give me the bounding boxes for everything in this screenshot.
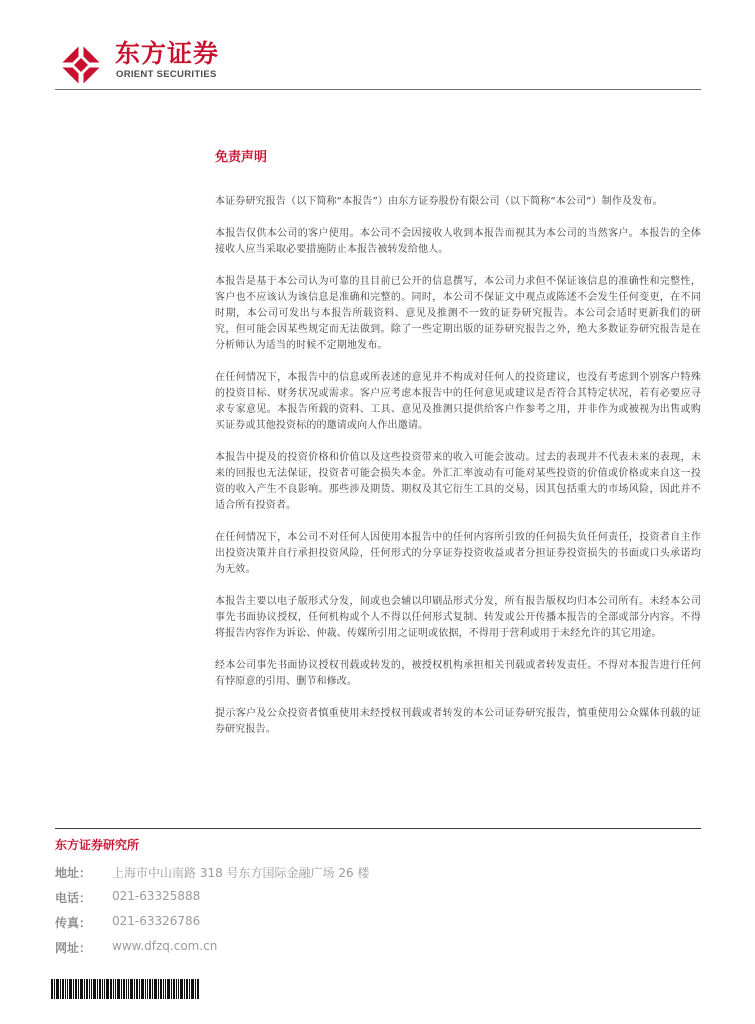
- contact-phone-row: [55, 889, 675, 914]
- disclaimer-paragraph: 在任何情况下，本报告中的信息或所表述的意见并不构成对任何人的投资建议，也没有考虑到个别客户特殊的投资目标、财务状况或需求。客户应考虑本报告中的任何意见或建议是否符合其特定状况，若有必要应寻求专家意见。本报告所载的资料、工具、意见及推测只提供给客户作参考之用，并非作为或被视为出售或购买证券或其他投资标的的邀请或向人作出邀请。: [215, 372, 701, 431]
- phone-value: 021-63325888: [112, 889, 201, 903]
- institute-name: 东方证券研究所: [55, 838, 140, 852]
- disclaimer-paragraph: 经本公司事先书面协议授权刊载或转发的，被授权机构承担相关刊载或者转发责任。不得对本报告进行任何有悖原意的引用、删节和修改。: [215, 660, 701, 687]
- contact-info: [55, 864, 675, 964]
- fax-value: 021-63326786: [112, 914, 201, 928]
- contact-fax-row: [55, 914, 675, 939]
- disclaimer-paragraph: 本报告中提及的投资价格和价值以及这些投资带来的收入可能会波动。过去的表现并不代表未来的表现，未来的回报也无法保证，投资者可能会损失本金。外汇汇率波动有可能对某些投资的价值或价格或来自这一投资的收入产生不良影响。那些涉及期货、期权及其它衍生工具的交易，因其包括重大的市场风险，因此并不适合所有投资者。: [215, 452, 701, 511]
- contact-address-row: [55, 864, 675, 889]
- disclaimer-paragraph: 在任何情况下，本公司不对任何人因使用本报告中的任何内容所引致的任何损失负任何责任，投资者自主作出投资决策并自行承担投资风险，任何形式的分享证券投资收益或者分担证券投资损失的书面或口头承诺均为无效。: [215, 532, 701, 575]
- address-value: 上海市中山南路 318 号东方国际金融广场 26 楼: [112, 866, 370, 880]
- page-header: [58, 36, 700, 86]
- header-divider: [55, 89, 701, 90]
- disclaimer-paragraph: 本证券研究报告（以下简称“本报告”）由东方证券股份有限公司（以下简称“本公司”）制作及发布。: [215, 196, 663, 207]
- contact-label: 网址：: [55, 941, 92, 955]
- contact-label: 传真：: [55, 916, 92, 930]
- contact-label: 电话：: [55, 891, 92, 905]
- brand-name-cn: 东方证券: [115, 39, 220, 68]
- disclaimer-paragraph: 本报告仅供本公司的客户使用。本公司不会因接收人收到本报告而视其为本公司的当然客户。本报告的全体接收人应当采取必要措施防止本报告被转发给他人。: [215, 228, 701, 255]
- disclaimer-paragraph: 本报告主要以电子版形式分发，间或也会辅以印刷品形式分发，所有报告版权均归本公司所有。未经本公司事先书面协议授权，任何机构或个人不得以任何形式复制、转发或公开传播本报告的全部或部分内容。不得将报告内容作为诉讼、仲裁、传媒所引用之证明或依据，不得用于营利或用于未经允许的其它用途。: [215, 596, 701, 639]
- disclaimer-title: 免责声明: [215, 150, 268, 165]
- disclaimer-section: [215, 149, 701, 754]
- website-link[interactable]: www.dfzq.com.cn: [112, 939, 218, 953]
- contact-label: 地址：: [55, 866, 92, 880]
- orient-securities-logo-icon: [58, 42, 104, 88]
- disclaimer-paragraph: 本报告是基于本公司认为可靠的且目前已公开的信息撰写，本公司力求但不保证该信息的准确性和完整性，客户也不应该认为该信息是准确和完整的。同时，本公司不保证文中观点或陈述不会发生任何变更，在不同时期，本公司可发出与本报告所载资料、意见及推测不一致的证券研究报告。本公司会适时更新我们的研究，但可能会因某些规定而无法做到。除了一些定期出版的证券研究报告之外，绝大多数证券研究报告是在分析师认为适当的时候不定期地发布。: [215, 276, 701, 351]
- disclaimer-paragraph: 提示客户及公众投资者慎重使用未经授权刊载或者转发的本公司证券研究报告，慎重使用公众媒体刊载的证券研究报告。: [215, 708, 701, 735]
- brand-name-en: ORIENT SECURITIES: [116, 69, 217, 80]
- footer-divider: [55, 828, 701, 829]
- contact-website-row: [55, 939, 675, 964]
- barcode-icon: [51, 979, 201, 999]
